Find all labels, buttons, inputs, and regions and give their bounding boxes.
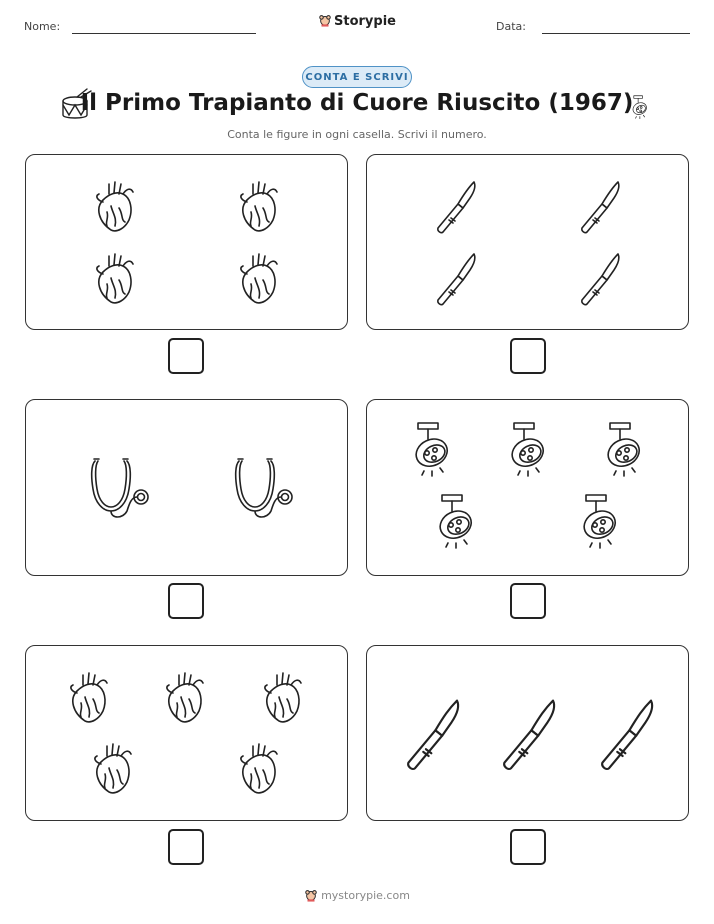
panel-6-figures: [366, 645, 689, 821]
surgical-lamp-icon: [604, 423, 644, 476]
heart-icon: [71, 673, 107, 722]
panel-2-figures: [366, 154, 689, 330]
activity-badge: CONTA E SCRIVI: [302, 66, 412, 88]
bear-logo-icon: [304, 888, 318, 902]
name-line[interactable]: [72, 33, 256, 34]
footer: [0, 888, 714, 902]
panel-4-figures: [366, 399, 689, 576]
surgical-lamp-icon: [412, 423, 452, 476]
name-label: Nome:: [24, 20, 61, 33]
heart-icon: [97, 182, 133, 231]
heart-icon: [265, 673, 301, 722]
answer-box-3[interactable]: [168, 583, 204, 619]
heart-icon: [97, 254, 133, 303]
panel-5-figures: [25, 645, 348, 821]
answer-box-6[interactable]: [510, 829, 546, 865]
scalpel-icon: [582, 182, 619, 233]
page-subtitle: Conta le figure in ogni casella. Scrivi il numero.: [227, 128, 487, 141]
stethoscope-icon: [236, 459, 292, 517]
scalpel-icon: [582, 254, 619, 305]
scalpel-icon: [504, 701, 554, 769]
heart-icon: [241, 744, 277, 793]
heart-icon: [167, 673, 203, 722]
surgical-lamp-icon: [580, 495, 620, 548]
panel-3-figures: [25, 399, 348, 576]
date-label: Data:: [496, 20, 526, 33]
panel-1-figures: [25, 154, 348, 330]
stethoscope-icon: [92, 459, 148, 517]
surgical-lamp-icon: [508, 423, 548, 476]
heart-icon: [241, 182, 277, 231]
answer-box-2[interactable]: [510, 338, 546, 374]
page-title: Il Primo Trapianto di Cuore Riuscito (1967): [80, 90, 634, 116]
bear-logo-icon: [318, 13, 332, 27]
scalpel-icon: [408, 701, 458, 769]
scalpel-icon: [438, 182, 475, 233]
surgical-lamp-icon: [626, 94, 652, 120]
surgical-lamp-icon: [436, 495, 476, 548]
answer-box-1[interactable]: [168, 338, 204, 374]
date-line[interactable]: [542, 33, 690, 34]
brand-name: Storypie: [334, 14, 396, 29]
scalpel-icon: [438, 254, 475, 305]
heart-icon: [241, 254, 277, 303]
answer-box-5[interactable]: [168, 829, 204, 865]
heart-icon: [95, 744, 131, 793]
footer-link[interactable]: mystorypie.com: [321, 889, 410, 902]
brand: [0, 13, 714, 29]
scalpel-icon: [602, 701, 652, 769]
answer-box-4[interactable]: [510, 583, 546, 619]
